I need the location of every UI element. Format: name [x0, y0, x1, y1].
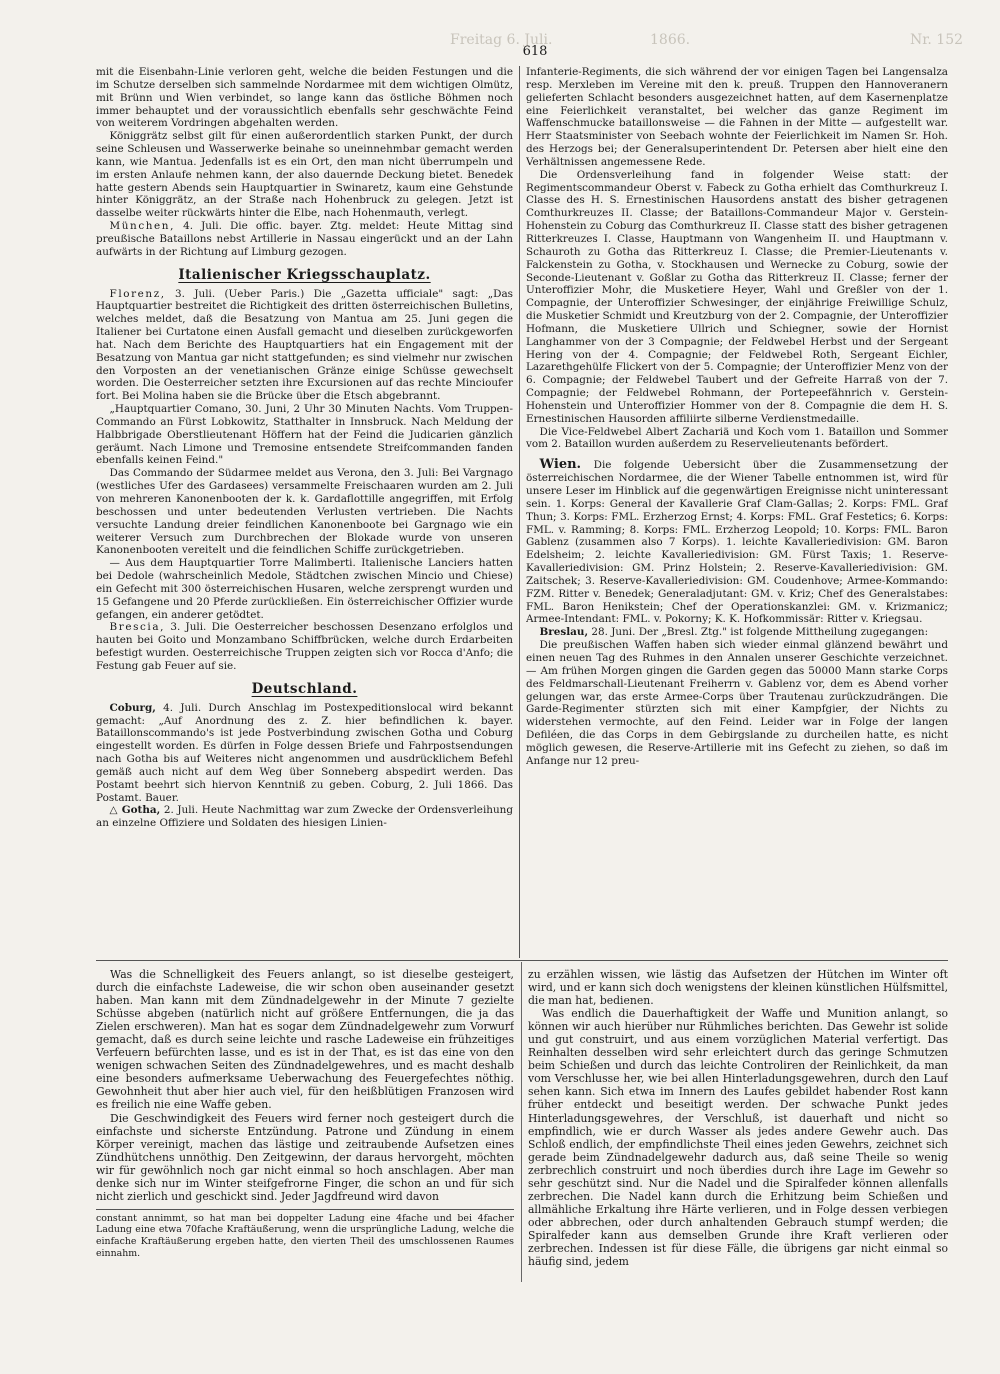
- column-divider: [519, 66, 520, 958]
- bottom-right-column: [528, 968, 948, 1298]
- ghost-header-right: Nr. 152: [910, 32, 964, 48]
- ghost-header-left: Freitag 6. Juli.: [450, 32, 553, 48]
- article-paragraph: zu erzählen wissen, wie lästig das Aufsetzen der Hütchen im Winter oft wird, und er kann sich doch wenigstens der kleinen künstlichen Hülfsmittel, die man hat, bedienen.: [528, 968, 948, 1008]
- dateline-place: Wien.: [539, 457, 582, 473]
- article-paragraph: Infanterie-Regiments, die sich während der vor einigen Tagen bei Langensalza resp. Merxleben im Vereine mit den k. preuß. Truppen den Hannoveranern gelieferten Schlacht besonders ausgezeichnet hatten, auf dem Kasernenplatze eine Feierlichkeit veranstaltet, bei welcher das ganze Regiment im Waffenschmucke bataillonsweise — die Fahnen in der Mitte — aufgestellt war. Herr Staatsminister von Seebach wohnte der Feierlichkeit im Namen Sr. Hoh. des Herzogs bei; der Generalsuperintendent Dr. Petersen aber hielt eine den Verhältnissen angemessene Rede.: [526, 66, 948, 168]
- left-column: [96, 66, 513, 956]
- dateline-place: △ Gotha,: [109, 804, 161, 817]
- page-header: [100, 30, 970, 58]
- article-paragraph: Die Ordensverleihung fand in folgender Weise statt: der Regimentscommandeur Oberst v. Fabeck zu Gotha erhielt das Comthurkreuz I. Classe des H. S. Ernestinischen Hausordens anstatt des bisher getragenen Comthurkreuzes II. Classe; der Bataillons-Commandeur Major v. Gerstein-Hohenstein zu Coburg das Comthurkreuz II. Classe statt des bisher getragenen Ritterkreuzes I. Classe, Hauptmann von Wangenheim II. und Hauptmann v. Schauroth zu Gotha das Ritterkreuz I. Classe; die Premier-Lieutenants v. Falckenstein zu Gotha, v. Stockhausen und Wernecke zu Coburg, sowie der Seconde-Lieutenant v. Goßlar zu Gotha das Ritterkreuz II. Classe; ferner der Unteroffizier Mohr, die Musketiere Heyer, Wahl und Greßler von der 1. Compagnie, der Unteroffizier Schwesinger, der einjährige Freiwillige Schulz, die Musketier Schmidt und Kreutzburg von der 2. Compagnie, der Unteroffizier Hofmann, die Musketiere Ullrich und Schiegner, sowie der Hornist Langhammer von der 3 Compagnie; der Feldwebel Herbst und der Sergeant Hering von der 4. Compagnie; der Feldwebel Roth, Sergeant Eichler, Lazarethgehülfe Flickert von der 5. Compagnie; der Unteroffizier Menz von der 6. Compagnie; der Feldwebel Taubert und der Gefreite Harraß von der 7. Compagnie; der Feldwebel Rohmann, der Portepeefähnrich v. Gerstein-Hohenstein und Unteroffizier Hommer von der 8. Compagnie die dem H. S. Ernestinischen Hausorden affiliirte silberne Verdienstmedaille.: [526, 168, 948, 425]
- footnote: constant annimmt, so hat man bei doppelter Ladung eine 4fache und bei 4facher Ladung eine etwa 70fache Kraftäußerung, wenn die ursprüngliche Ladung, welche die einfache Kraftäußerung ergeben hatte, den vierten Theil des umschlossenen Raumes einnahm.: [96, 1209, 514, 1259]
- dateline-paragraph: [96, 621, 513, 672]
- paragraph-text: 3. Juli. (Ueber Paris.) Die „Gazetta ufficiale" sagt: „Das Hauptquartier bestreitet die Richtigkeit des dritten österreichischen Bulletins, welches meldet, daß die Besatzung von Mantua am 25. Juni gegen die Italiener bei Curtatone einen Ausfall gemacht und dieselben zurückgeworfen hat. Nach dem Berichte des Hauptquartiers hat ein Engagement mit der Besatzung von Mantua gar nicht stattgefunden; es sind vielmehr nur zwischen den Vorposten an der venetianischen Gränze einige Schüsse gewechselt worden. Die Oesterreicher setzten ihre Excursionen auf das rechte Mincioufer fort. Bei Molina haben sie die Brücke über die Etsch abgebrannt.: [96, 287, 513, 403]
- paragraph-text: 28. Juni. Der „Bresl. Ztg." ist folgende Mittheilung zugegangen:: [588, 626, 929, 639]
- dateline-paragraph: [96, 220, 513, 259]
- dateline-place: Breslau,: [539, 626, 589, 639]
- page-number: 618: [522, 44, 548, 59]
- dateline-paragraph: [96, 804, 513, 830]
- paragraph-text: 3. Juli. Die Oesterreicher beschossen Desenzano erfolglos und hauten bei Goito und Monzambano Schiffbrücken, welche durch Erdarbeiten befestigt wurden. Oesterreichische Truppen zeigten sich vor Rocca d'Anfo; die Festung gab Feuer auf sie.: [96, 621, 513, 672]
- article-paragraph: Was endlich die Dauerhaftigkeit der Waffe und Munition anlangt, so können wir auch hierüber nur Rühmliches berichten. Das Gewehr ist solide und gut construirt, und aus einem vorzüglichen Material verfertigt. Das Reinhalten desselben wird sehr erleichtert durch das geringe Schmutzen beim Schießen und durch das leichte Controliren der Reinlichkeit, da man vom Verschlusse her, wie bei allen Hinterladungsgewehren, durch den Lauf sehen kann. Sich etwa im Innern des Laufes gebildet habender Rost kann früher entdeckt und beseitigt werden. Der schwache Punkt jedes Hinterladungsgewehres, der Verschluß, ist dauerhaft und nicht so empfindlich, wie er durch Wasser als jedes andere Gewehr auch. Das Schloß endlich, der empfindlichste Theil eines jeden Gewehrs, zeichnet sich gerade beim Zündnadelgewehr dadurch aus, daß seine Theile so wenig zerbrechlich construirt und noch überdies durch ihre Lage im Gewehr so sehr geschützt sind. Nur die Nadel und die Spiralfeder können allenfalls zerbrechen. Die Nadel kann durch die Erhitzung beim Schießen und allmähliche Erkaltung ihre Härte verlieren, und in Folge dessen verbiegen oder abbrechen, oder durch anhaltenden Gebrauch stumpf werden; die Spiralfeder kann aus demselben Grunde ihre Kraft verlieren oder zerbrechen. Indessen ist für diese Fälle, die übrigens gar nicht einmal so häufig sind, jedem: [528, 1007, 948, 1269]
- article-paragraph: Was die Schnelligkeit des Feuers anlangt, so ist dieselbe gesteigert, durch die einfachste Ladeweise, die wir schon oben auseinander gesetzt haben. Man kann mit dem Zündnadelgewehr in der Minute 7 gezielte Schüsse abgeben (natürlich nicht auf größere Entfernungen, die ja das Zielen erschweren). Man hat es sogar dem Zündnadelgewehr zum Vorwurf gemacht, daß es durch seine leichte und rasche Ladeweise ein frühzeitiges Verfeuern befürchten lasse, und es ist in der That, es ist das eine von den wenigen schwachen Seiten des Zündnadelgewehres, und es macht deshalb eine besonders aufmerksame Ueberwachung des Feuergefechtes nöthig. Gewohnheit thut aber hier auch viel, für den heißblütigen Franzosen wird es freilich nie eine Waffe geben.: [96, 968, 514, 1112]
- feuilleton-divider: [96, 960, 948, 961]
- paragraph-text: 4. Juli. Durch Anschlag im Postexpeditionslocal wird bekannt gemacht: „Auf Anordnung des z. Z. hier befindlichen k. bayer. Bataillonscommando's ist jede Postverbindung zwischen Gotha und Coburg eingestellt worden. Es dürfen in Folge dessen Briefe und Fahrpostsendungen nach Gotha bis auf Weiteres nicht angenommen und ausdrücklichem Befehl gemäß auch nicht auf dem Weg über Sonneberg abspedirt werden. Das Postamt beehrt sich hiervon Kenntniß zu geben. Coburg, 2. Juli 1866. Das Postamt. Bauer.: [96, 701, 513, 804]
- article-paragraph: mit die Eisenbahn-Linie verloren geht, welche die beiden Festungen und die im Schutze derselben sich sammelnde Nordarmee mit dem wichtigen Olmütz, mit Brünn und Wien verbindet, so lange kann das östliche Böhmen noch immer behauptet und der voraussichtlich ebenfalls sehr geschwächte Feind von weiterem Vordringen abgehalten werden.: [96, 66, 513, 130]
- section-heading-germany: Deutschland.: [251, 680, 358, 697]
- article-paragraph: Das Commando der Südarmee meldet aus Verona, den 3. Juli: Bei Vargnago (westliches Ufer des Gardasees) versammelte Freischaaren wurden am 2. Juli von mehreren Kanonenbooten der k. k. Gardaflottille angegriffen, mit Erfolg beschossen und unter bedeutenden Verlusten vertrieben. Die Nachts versuchte Landung dreier feindlichen Kanonenboote bei Gargnago wie ein weiterer Versuch zum Durchbrechen der Blokade wurde von unseren Kanonenbooten vereitelt und die feindlichen Schiffe zurückgetrieben.: [96, 467, 513, 557]
- paragraph-text: 2. Juli. Heute Nachmittag war zum Zwecke der Ordensverleihung an einzelne Offiziere und Soldaten des hiesigen Linien-: [96, 804, 513, 830]
- ghost-header-center: 1866.: [650, 32, 691, 48]
- article-paragraph: Die Vice-Feldwebel Albert Zachariä und Koch vom 1. Bataillon und Sommer vom 2. Bataillon wurden außerdem zu Reservelieutenants befördert.: [526, 425, 948, 451]
- article-paragraph: Königgrätz selbst gilt für einen außerordentlich starken Punkt, der durch seine Schleusen und Wasserwerke beinahe so uneinnehmbar gemacht werden kann, wie Mantua. Jedenfalls ist es ein Ort, den man nicht überrumpeln und im ersten Anlaufe nehmen kann, der also dauernde Deckung bietet. Benedek hatte gestern Abends sein Hauptquartier in Swinaretz, kaum eine Gehstunde hinter Königgrätz, an der Straße nach Hohenbruck zu gelegen. Jetzt ist dasselbe weiter rückwärts hinter die Elbe, nach Hohenmauth, verlegt.: [96, 130, 513, 220]
- dateline-place: Brescia,: [109, 621, 166, 634]
- right-column: [526, 66, 948, 956]
- dateline-place: München,: [109, 220, 175, 233]
- dateline-place: Coburg,: [109, 701, 156, 714]
- article-paragraph: Die preußischen Waffen haben sich wieder einmal glänzend bewährt und einen neuen Tag des Ruhmes in den Annalen unserer Geschichte verzeichnet. — Am frühen Morgen gingen die Garden gegen das 50000 Mann starke Corps des Feldmarschall-Lieutenant Freiherrn v. Gablenz vor, dem es Abend vorher gelungen war, das erste Armee-Corps über Trautenau zurückzudrängen. Die Garde-Regimenter stürzten sich mit einer Kampfgier, der Nichts zu widerstehen vermochte, auf den Feind. Leider war in Folge der langen Defiléen, die das Corps in dem Gebirgslande zu durcheilen hatte, es nicht möglich gewesen, die Reserve-Artillerie mit ins Gefecht zu ziehen, so daß im Anfange nur 12 preu-: [526, 639, 948, 767]
- article-paragraph: „Hauptquartier Comano, 30. Juni, 2 Uhr 30 Minuten Nachts. Vom Truppen-Commando an Fürst Lobkowitz, Statthalter in Innsbruck. Nach Meldung der Halbbrigade Oberstlieutenant Höffern hat der Feind die Judicarien gänzlich geräumt. Nach Limone und Tremosine entsendete Streifcommanden fanden ebenfalls keinen Feind.": [96, 403, 513, 467]
- article-paragraph: — Aus dem Hauptquartier Torre Malimberti. Italienische Lanciers hatten bei Dedole (wahrscheinlich Medole, Städtchen zwischen Mincio und Chiese) ein Gefecht mit 300 österreichischen Husaren, welche zersprengt wurden und 15 Gefangene und 20 Pferde zurückließen. Ein österreichischer Offizier wurde gefangen, ein anderer getödtet.: [96, 557, 513, 621]
- dateline-paragraph: [96, 702, 513, 805]
- dateline-paragraph: [526, 626, 948, 639]
- paragraph-text: Die folgende Uebersicht über die Zusammensetzung der österreichischen Nordarmee, die der Wiener Tabelle entnommen ist, wird für unsere Leser im Hinblick auf die gegenwärtigen Ereignisse nicht uninteressant sein. 1. Korps: General der Kavallerie Graf Clam-Gallas; 2. Korps: FML. Graf Thun; 3. Korps: FML. Erzherzog Ernst; 4. Korps: FML. Graf Festetics; 6. Korps: FML. v. Ramming; 8. Korps: FML. Erzherzog Leopold; 10. Korps: FML. Baron Gablenz (zusammen also 7 Korps). 1. leichte Kavalleriedivision: GM. Baron Edelsheim; 2. leichte Kavalleriedivision: GM. Fürst Taxis; 1. Reserve-Kavalleriedivision: GM. Prinz Holstein; 2. Reserve-Kavalleriedivision: GM. Zaitschek; 3. Reserve-Kavalleriedivision: GM. Coudenhove; Armee-Kommando: FZM. Ritter v. Benedek; Generaladjutant: GM. v. Kriz; Chef des Generalstabes: FML. Baron Henikstein; Chef der Operationskanzlei: GM. v. Krizmanicz; Armee-Intendant: FML. v. Pokorny; K. K. Hofkommissär: Ritter v. Kriegsau.: [526, 459, 948, 626]
- paragraph-text: 4. Juli. Die offic. bayer. Ztg. meldet: Heute Mittag sind preußische Bataillons nebst Artillerie in Nassau eingerückt und an der Lahn aufwärts in der Richtung auf Limburg gezogen.: [96, 220, 513, 258]
- article-paragraph: Die Geschwindigkeit des Feuers wird ferner noch gesteigert durch die einfachste und sicherste Entzündung. Patrone und Zündung in einem Körper vereinigt, machen das lästige und zeitraubende Aufsetzen eines Zündhütchens unnöthig. Den Zeitgewinn, der daraus hervorgeht, möchten wir für gewöhnlich noch gar nicht einmal so hoch anschlagen. Aber man denke sich nur im Winter steifgefrorne Finger, die schon an und für sich nicht zierlich und geschickt sind. Jeder Jagdfreund wird davon: [96, 1111, 514, 1203]
- section-heading-italy: Italienischer Kriegsschauplatz.: [178, 266, 431, 283]
- dateline-paragraph: [526, 459, 948, 626]
- bottom-left-column: [96, 968, 514, 1298]
- dateline-paragraph: [96, 288, 513, 404]
- dateline-place: Florenz,: [109, 287, 166, 300]
- bottom-column-divider: [521, 962, 522, 1282]
